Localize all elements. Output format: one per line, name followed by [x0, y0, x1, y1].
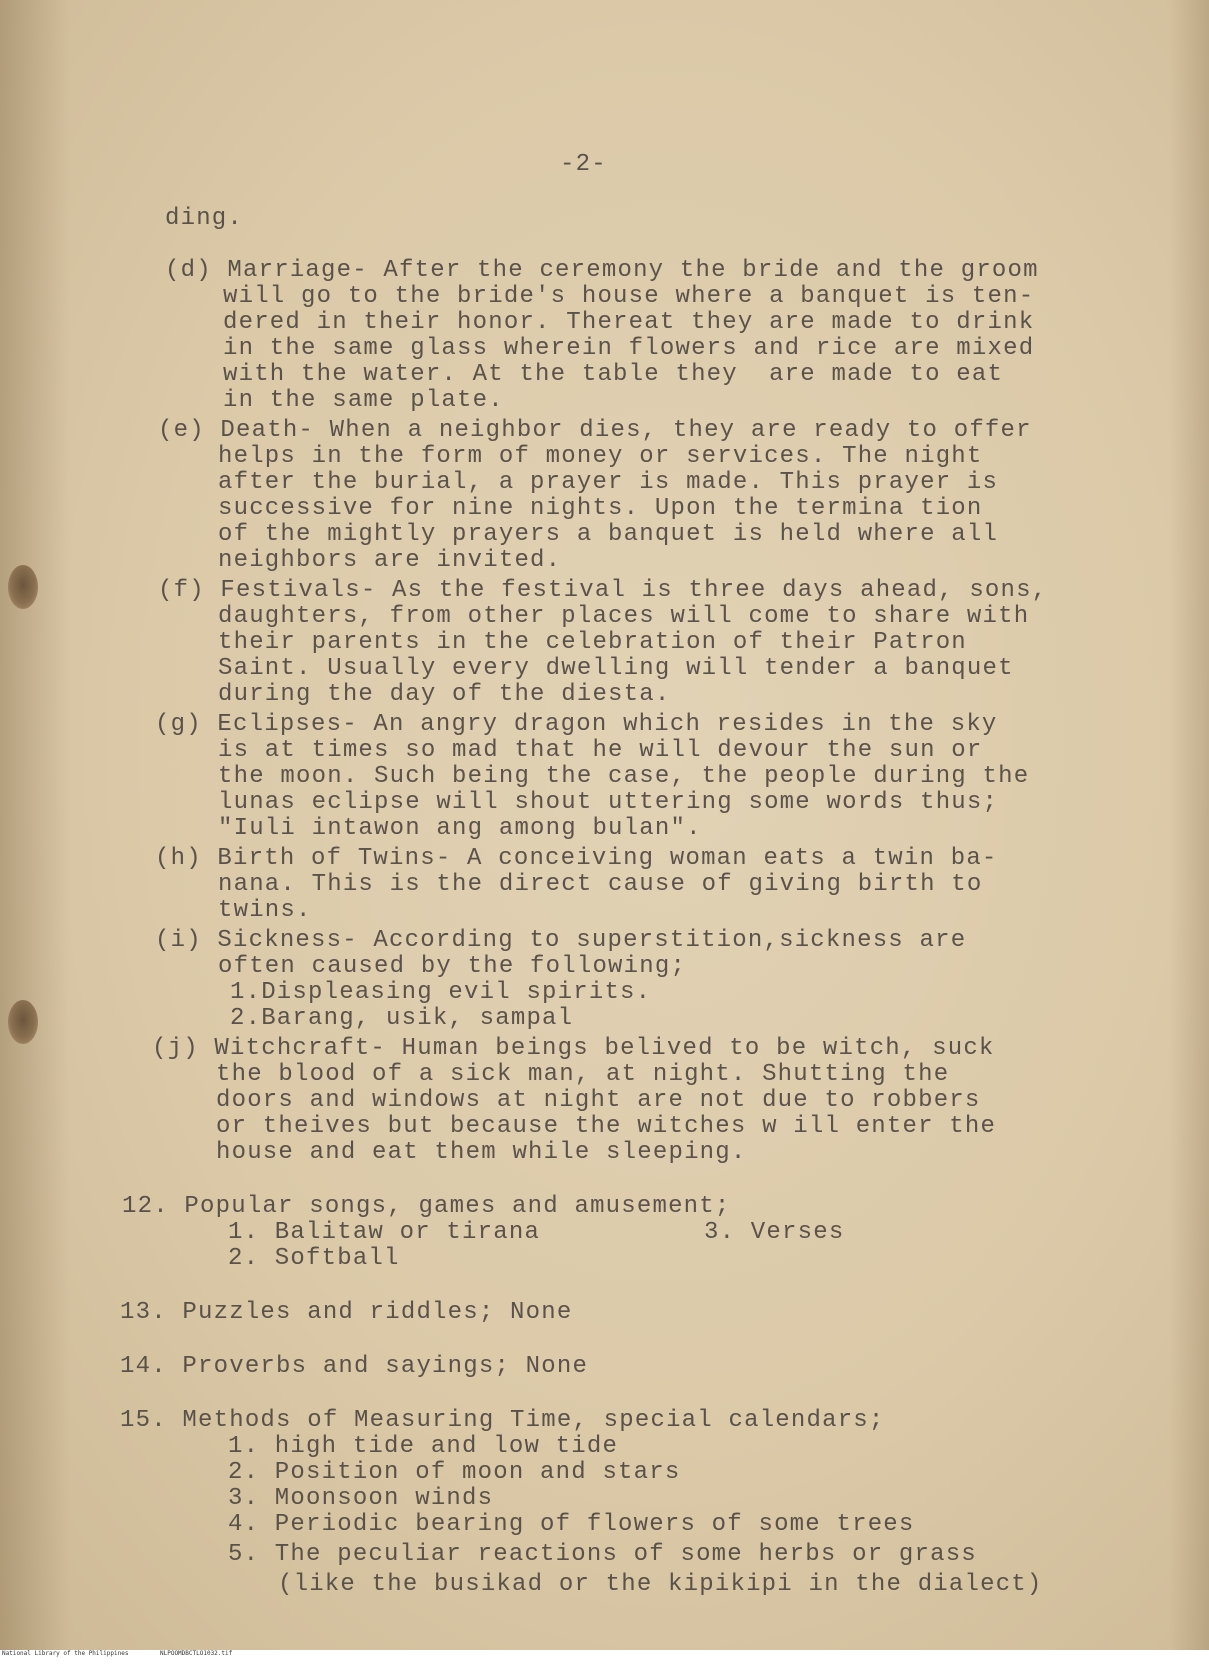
- text-line: will go to the bride's house where a banquet is ten-: [223, 283, 1035, 310]
- text-line: 13. Puzzles and riddles; None: [120, 1299, 573, 1326]
- text-line: 15. Methods of Measuring Time, special calendars;: [120, 1407, 885, 1434]
- text-line: (j) Witchcraft- Human beings belived to be witch, suck: [152, 1035, 995, 1062]
- text-line: house and eat them while sleeping.: [216, 1139, 747, 1166]
- text-line: 14. Proverbs and sayings; None: [120, 1353, 589, 1380]
- text-line: after the burial, a prayer is made. This prayer is: [218, 469, 999, 496]
- text-line: 2. Position of moon and stars: [228, 1459, 681, 1486]
- text-line: 2.Barang, usik, sampal: [230, 1005, 574, 1032]
- punch-hole: [8, 1000, 38, 1044]
- text-line: doors and windows at night are not due to robbers: [216, 1087, 981, 1114]
- text-line: with the water. At the table they are made to eat: [223, 361, 1004, 388]
- text-line: (e) Death- When a neighbor dies, they are ready to offer: [158, 417, 1032, 444]
- scan-footer: [0, 1650, 1209, 1658]
- text-line: in the same plate.: [223, 387, 504, 414]
- text-line: 5. The peculiar reactions of some herbs or grass: [228, 1541, 977, 1568]
- text-line: their parents in the celebration of their Patron: [218, 629, 967, 656]
- text-line: during the day of the diesta.: [218, 681, 671, 708]
- text-line: in the same glass wherein flowers and rice are mixed: [223, 335, 1035, 362]
- punch-hole: [8, 565, 38, 609]
- text-line: ding.: [165, 205, 244, 232]
- text-line: 12. Popular songs, games and amusement;: [122, 1193, 731, 1220]
- text-line: 1.Displeasing evil spirits.: [230, 979, 652, 1006]
- text-line: 3. Moonsoon winds: [228, 1485, 494, 1512]
- footer-library: National Library of the Philippines: [2, 1650, 129, 1657]
- text-line: 1. Balitaw or tirana: [228, 1219, 541, 1246]
- text-line: 1. high tide and low tide: [228, 1433, 619, 1460]
- text-line: the blood of a sick man, at night. Shutting the: [216, 1061, 950, 1088]
- footer-filename: NLPOOMDBCTLO1032.tif: [160, 1650, 233, 1657]
- text-line: successive for nine nights. Upon the termina tion: [218, 495, 983, 522]
- text-line: (i) Sickness- According to superstition,sickness are: [155, 927, 967, 954]
- text-line: daughters, from other places will come to share with: [218, 603, 1030, 630]
- text-line: 4. Periodic bearing of flowers of some trees: [228, 1511, 915, 1538]
- text-line: nana. This is the direct cause of giving birth to: [218, 871, 983, 898]
- text-line: (like the busikad or the kipikipi in the dialect): [278, 1571, 1043, 1598]
- text-line: neighbors are invited.: [218, 547, 562, 574]
- text-line: twins.: [218, 897, 312, 924]
- text-line: (g) Eclipses- An angry dragon which resides in the sky: [155, 711, 998, 738]
- text-line: (d) Marriage- After the ceremony the bride and the groom: [165, 257, 1039, 284]
- text-line: (h) Birth of Twins- A conceiving woman eats a twin ba-: [155, 845, 998, 872]
- text-line: 3. Verses: [704, 1219, 845, 1246]
- text-line: (f) Festivals- As the festival is three days ahead, sons,: [158, 577, 1048, 604]
- text-line: dered in their honor. Thereat they are made to drink: [223, 309, 1035, 336]
- text-line: often caused by the following;: [218, 953, 687, 980]
- text-line: or theives but because the witches w ill enter the: [216, 1113, 997, 1140]
- text-line: the moon. Such being the case, the people during the: [218, 763, 1030, 790]
- text-line: 2. Softball: [228, 1245, 400, 1272]
- text-line: of the mightly prayers a banquet is held where all: [218, 521, 999, 548]
- page-number: -2-: [560, 151, 607, 178]
- text-line: is at times so mad that he will devour the sun or: [218, 737, 983, 764]
- text-line: lunas eclipse will shout uttering some words thus;: [218, 789, 999, 816]
- text-line: helps in the form of money or services. The night: [218, 443, 983, 470]
- text-line: "Iuli intawon ang among bulan".: [218, 815, 702, 842]
- text-line: Saint. Usually every dwelling will tender a banquet: [218, 655, 1014, 682]
